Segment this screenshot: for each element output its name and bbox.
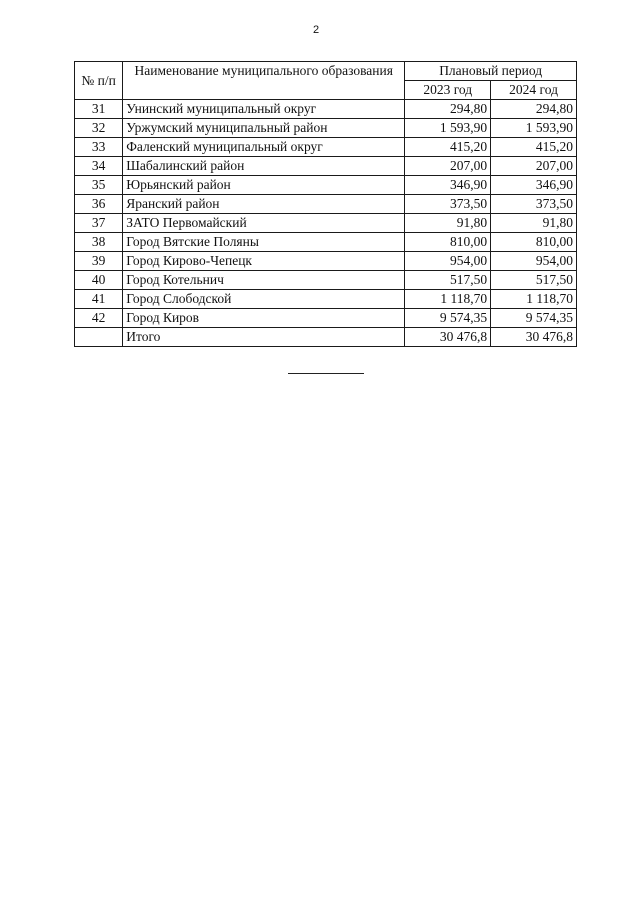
row-num: 33	[75, 138, 123, 157]
table-row	[75, 176, 577, 195]
row-num: 36	[75, 195, 123, 214]
header-year-2024: 2024 год	[491, 81, 577, 100]
row-value-2024: 1 118,70	[491, 290, 577, 309]
allocation-table	[74, 61, 577, 347]
row-num: 31	[75, 100, 123, 119]
row-name: Юрьянский район	[123, 176, 405, 195]
total-label: Итого	[123, 328, 405, 347]
row-value-2023: 91,80	[405, 214, 491, 233]
table-total-row	[75, 328, 577, 347]
header-year-2023: 2023 год	[405, 81, 491, 100]
table-row	[75, 119, 577, 138]
row-num: 35	[75, 176, 123, 195]
row-value-2023: 517,50	[405, 271, 491, 290]
row-num: 40	[75, 271, 123, 290]
header-period: Плановый период	[405, 62, 577, 81]
row-name: Город Вятские Поляны	[123, 233, 405, 252]
row-name: Город Слободской	[123, 290, 405, 309]
header-num: № п/п	[75, 62, 123, 100]
row-value-2024: 91,80	[491, 214, 577, 233]
table-row	[75, 233, 577, 252]
table-row	[75, 252, 577, 271]
row-value-2024: 346,90	[491, 176, 577, 195]
table-row	[75, 271, 577, 290]
row-num: 42	[75, 309, 123, 328]
row-num: 34	[75, 157, 123, 176]
page-number: 2	[312, 24, 320, 36]
row-num: 37	[75, 214, 123, 233]
row-value-2023: 415,20	[405, 138, 491, 157]
row-value-2024: 810,00	[491, 233, 577, 252]
row-name: Уржумский муниципальный район	[123, 119, 405, 138]
row-value-2023: 207,00	[405, 157, 491, 176]
row-value-2023: 1 118,70	[405, 290, 491, 309]
row-name: Фаленский муниципальный округ	[123, 138, 405, 157]
row-value-2024: 207,00	[491, 157, 577, 176]
row-value-2024: 294,80	[491, 100, 577, 119]
row-value-2024: 9 574,35	[491, 309, 577, 328]
row-value-2024: 373,50	[491, 195, 577, 214]
row-name: Город Киров	[123, 309, 405, 328]
row-name: Город Котельнич	[123, 271, 405, 290]
row-value-2023: 346,90	[405, 176, 491, 195]
table-row	[75, 214, 577, 233]
table-body	[75, 100, 577, 347]
row-value-2023: 294,80	[405, 100, 491, 119]
row-value-2023: 1 593,90	[405, 119, 491, 138]
row-value-2024: 954,00	[491, 252, 577, 271]
row-name: Яранский район	[123, 195, 405, 214]
row-num: 41	[75, 290, 123, 309]
end-separator-line	[288, 373, 364, 374]
row-value-2023: 373,50	[405, 195, 491, 214]
table-row	[75, 195, 577, 214]
total-num	[75, 328, 123, 347]
row-num: 38	[75, 233, 123, 252]
table-header-row	[75, 62, 577, 81]
table-row	[75, 157, 577, 176]
row-name: Унинский муниципальный округ	[123, 100, 405, 119]
row-value-2024: 1 593,90	[491, 119, 577, 138]
row-num: 39	[75, 252, 123, 271]
row-name: Шабалинский район	[123, 157, 405, 176]
table-row	[75, 309, 577, 328]
header-name: Наименование муниципального образования	[123, 62, 405, 100]
row-value-2024: 415,20	[491, 138, 577, 157]
table-row	[75, 290, 577, 309]
table-row	[75, 138, 577, 157]
row-name: ЗАТО Первомайский	[123, 214, 405, 233]
table-row	[75, 100, 577, 119]
row-value-2023: 810,00	[405, 233, 491, 252]
total-value-2023: 30 476,8	[405, 328, 491, 347]
total-value-2024: 30 476,8	[491, 328, 577, 347]
row-name: Город Кирово-Чепецк	[123, 252, 405, 271]
row-value-2023: 9 574,35	[405, 309, 491, 328]
row-value-2023: 954,00	[405, 252, 491, 271]
row-num: 32	[75, 119, 123, 138]
row-value-2024: 517,50	[491, 271, 577, 290]
